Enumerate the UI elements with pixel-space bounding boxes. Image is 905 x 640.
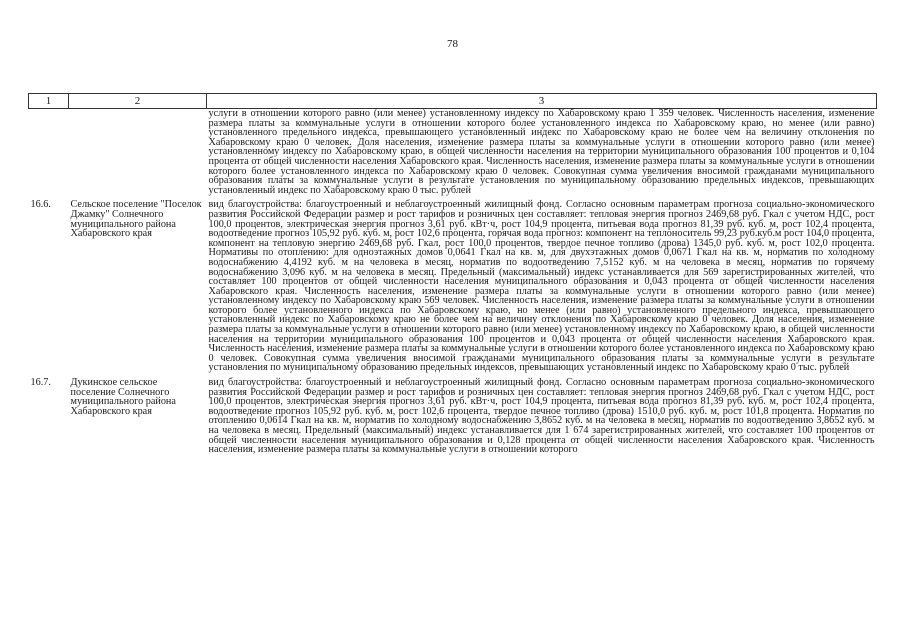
municipality-name: Сельское поселение "Поселок Джамку" Солнечного муниципального района Хабаровского края xyxy=(70,199,202,240)
column-header-2: 2 xyxy=(69,94,207,109)
column-header-3: 3 xyxy=(207,94,877,109)
row-number xyxy=(29,109,69,196)
page-number: 78 xyxy=(447,38,458,50)
municipality-name xyxy=(69,109,207,196)
table-row xyxy=(29,378,877,455)
row-description: услуги в отношении которого равно (или менее) установленному индексу по Хабаровскому краю 1 359 человек. Численность населения, изменение размера платы за коммунальные услуги в отношении которого более установленного индекса по Хабаровскому краю, но менее (или равно) установленного предельного индекса, превышающего установленный индекс по Хабаровскому краю не более чем на величину отклонения по Хабаровскому краю 0 человек. Доля населения, изменение размера платы за коммунальные услуги в отношении которого равно (или менее) установленному индексу по Хабаровскому краю, в общей численности населения на территории муниципального образования 100 процентов и 0,104 процента от общей численности населения Хабаровского края. Численность населения, изменение размера платы за коммунальные услуги в отношении которого более установленного индекса по Хабаровскому краю 0 человек. Совокупная сумма увеличения вносимой гражданами муниципального образования платы за коммунальные услуги в результате установления по муниципальному образованию предельных индексов, превышающих установленный индекс по Хабаровскому краю 0 тыс. рублей xyxy=(208,108,875,196)
row-description: вид благоустройства: благоустроенный и неблагоустроенный жилищный фонд. Согласно основным параметрам прогноза социально-экономического развития Российской Федерации размер и рост тарифов и розничных цен составляет: тепловая энергия прогноз 2469,68 руб. Гкал с учетом НДС, рост 100,0 процентов, электрическая энергия прогноз 3,61 руб. кВт·ч, рост 104,9 процента, питьевая вода прогноз 81,39 руб. куб. м, рост 102,4 процента, водоотведение прогноз 105,92 руб. куб. м, рост 102,6 процента, горячая вода прогноз: компонент на теплоноситель 99,23 руб.куб.м рост 104,0 процента, компонент на тепловую энергию 2469,68 руб. Гкал, рост 100,0 процентов, твердое печное топливо (дрова) 1345,0 руб. куб. м, рост 102,0 процента. Нормативы по отоплению: для одноэтажных домов 0,0641 Гкал на кв. м, для двухэтажных домов 0,0671 Гкал на кв. м, норматив по холодному водоснабжению 4,4192 куб. м на человека в месяц, норматив по водоотведению 7,5152 куб. м на человека в месяц, норматив по горячему водоснабжению 3,096 куб. м на человека в месяц. Предельный (максимальный) индекс устанавливается для 569 зарегистрированных жителей, что составляет 100 процентов от общей численности населения муниципального образования и 0,043 процента от общей численности населения Хабаровского края. Численность населения, изменение размера платы за коммунальные услуги в отношении которого равно (или менее) установленному индексу по Хабаровскому краю 569 человек. Численность населения, изменение размера платы за коммунальные услуги в отношении которого более установленного индекса по Хабаровскому краю, но менее (или равно) установленного предельного индекса, превышающего установленный индекс по Хабаровскому краю не более чем на величину отклонения по Хабаровскому краю 0 человек. Доля населения, изменение размера платы за коммунальные услуги в отношении которого равно (или менее) установленному индексу по Хабаровскому краю, в общей численности населения на территории муниципального образования 100 процентов и 0,043 процента от общей численности населения Хабаровского края. Численность населения, изменение размера платы за коммунальные услуги в отношении которого более установленного индекса по Хабаровскому краю 0 человек. Совокупная сумма увеличения вносимой гражданами муниципального образования платы за коммунальные услуги в результате установления по муниципальному образованию предельных индексов, превышающих установленный индекс по Хабаровскому краю 0 тыс. рублей xyxy=(208,199,875,374)
tariff-table xyxy=(28,93,877,455)
municipality-name: Дукинское сельское поселение Солнечного муниципального района Хабаровского края xyxy=(70,377,176,417)
row-description: вид благоустройства: благоустроенный и неблагоустроенный жилищный фонд. Согласно основным параметрам прогноза социально-экономического развития Российской Федерации размер и рост тарифов и розничных цен составляет: тепловая энергия прогноз 2469,68 руб. Гкал с учетом НДС, рост 100,0 процентов, электрическая энергия прогноз 3,61 руб. кВт·ч, рост 104,9 процента, питьевая вода прогноз 81,39 руб. куб. м, рост 102,4 процента, водоотведение прогноз 105,92 руб. куб. м, рост 102,6 процента, твердое печное топливо (дрова) 1510,0 руб. куб. м, рост 101,8 процента. Норматив по отоплению 0,0614 Гкал на кв. м, норматив по холодному водоснабжению 3,8652 куб. м на человека в месяц, норматив по водоотведению 3,8652 куб. м на человека в месяц. Предельный (максимальный) индекс устанавливается для 1 674 зарегистрированных жителей, что составляет 100 процентов от общей численности населения муниципального образования и 0,128 процента от общей численности населения Хабаровского края. Численность населения, изменение размера платы за коммунальные услуги в отношении которого xyxy=(208,377,875,456)
table-row xyxy=(29,109,877,196)
row-number: 16.6. xyxy=(30,199,51,211)
column-header-1: 1 xyxy=(29,94,69,109)
table-header-row xyxy=(29,94,877,109)
row-number: 16.7. xyxy=(30,377,51,389)
table-row xyxy=(29,200,877,373)
